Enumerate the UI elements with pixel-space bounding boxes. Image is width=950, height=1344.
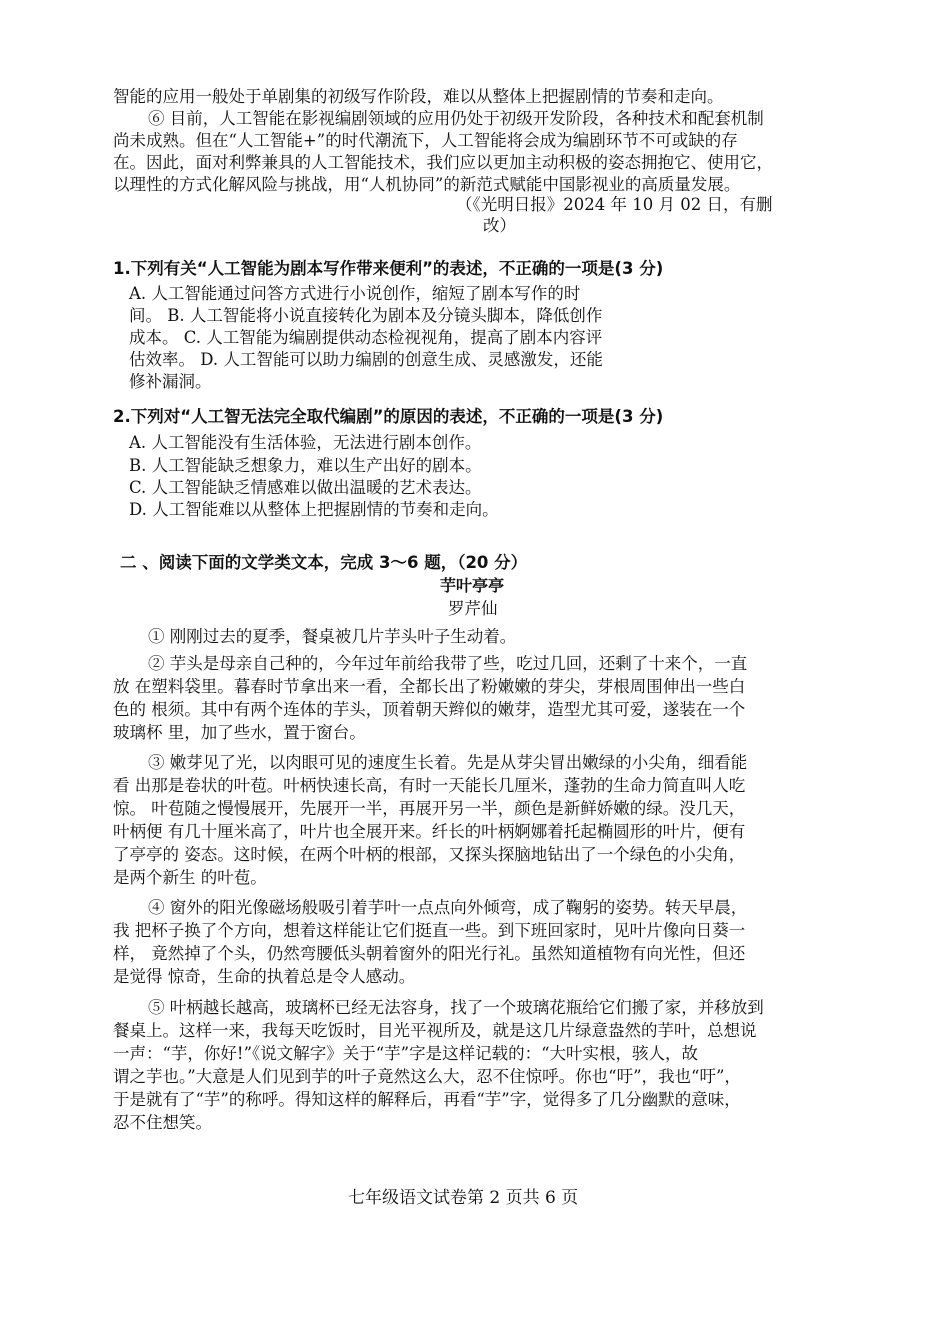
paragraph-line: 了亭亭的 姿态。这时候，在两个叶柄的根部，又探头探脑地钻出了一个绿色的小尖角， — [113, 845, 746, 864]
passage-line: 在。因此，面对利弊兼具的人工智能技术，我们应以更加主动积极的姿态拥抱它、使用它， — [113, 153, 773, 172]
paragraph-line: ① 刚刚过去的夏季，餐桌被几片芋头叶子生动着。 — [148, 627, 517, 646]
question-2-option-a: A. 人工智能没有生活体验，无法进行剧本创作。 — [129, 433, 482, 452]
paragraph-line: 我 把杯子换了个方向，想着这样能让它们挺直一些。到下班回家时，见叶片像向日葵一 — [113, 921, 746, 940]
passage-line: 智能的应用一般处于单剧集的初级写作阶段，难以从整体上把握剧情的节奏和走向。 — [113, 87, 724, 106]
question-1-option-line: 成本。 C. 人工智能为编剧提供动态检视视角，提高了剧本内容评 — [129, 328, 603, 347]
source-citation: （《光明日报》2024 年 10 月 02 日，有删 — [456, 195, 773, 214]
paragraph-line: 叶柄便 有几十厘米高了，叶片也全展开来。纤长的叶柄婀娜着托起椭圆形的叶片，便有 — [113, 822, 746, 841]
section-heading: 二 、阅读下面的文学类文本，完成 3～6 题，（20 分） — [120, 553, 528, 572]
paragraph-line: 是觉得 惊奇，生命的执着总是令人感动。 — [113, 967, 416, 986]
paragraph-line: ④ 窗外的阳光像磁场般吸引着芋叶一点点向外倾弯，成了鞠躬的姿势。转天早晨， — [148, 898, 748, 917]
paragraph-line: 于是就有了“芋”的称呼。得知这样的解释后，再看“芋”字，觉得多了几分幽默的意味， — [113, 1090, 741, 1109]
paragraph-line: 惊。 叶苞随之慢慢展开，先展开一半，再展开另一半，颜色是新鲜娇嫩的绿。没几天， — [113, 799, 746, 818]
paragraph-line: 谓之芋也。”大意是人们见到芋的叶子竟然这么大，忍不住惊呼。你也“吁”，我也“吁”， — [113, 1067, 741, 1086]
paragraph-line: 放 在塑料袋里。暮春时节拿出来一看，全都长出了粉嫩嫩的芽尖，芽根周围伸出一些白 — [113, 677, 746, 696]
passage-line: ⑥ 目前，人工智能在影视编剧领域的应用仍处于初级开发阶段，各种技术和配套机制 — [148, 109, 764, 128]
paragraph-line: 色的 根须。其中有两个连体的芋头，顶着朝天辫似的嫩芽，造型尤其可爱，遂装在一个 — [113, 700, 746, 719]
article-author: 罗芹仙 — [448, 599, 498, 618]
paragraph-line: 忍不住想笑。 — [113, 1113, 212, 1132]
question-1-option-line: 修补漏洞。 — [129, 372, 212, 391]
paragraph-line: 玻璃杯 里，加了些水，置于窗台。 — [113, 723, 366, 742]
question-1-option-line: A. 人工智能通过问答方式进行小说创作，缩短了剧本写作的时 — [129, 284, 581, 303]
question-2-option-d: D. 人工智能难以从整体上把握剧情的节奏和走向。 — [129, 500, 499, 519]
paragraph-line: 是两个新生 的叶苞。 — [113, 868, 267, 887]
question-2-option-c: C. 人工智能缺乏情感难以做出温暖的艺术表达。 — [129, 478, 482, 497]
question-1-stem: 1.下列有关“人工智能为剧本写作带来便利”的表述，不正确的一项是(3 分) — [113, 259, 664, 278]
passage-line: 以理性的方式化解风险与挑战，用“人机协同”的新范式赋能中国影视业的高质量发展。 — [113, 175, 741, 194]
passage-line: 尚未成熟。但在“人工智能+”的时代潮流下，人工智能将会成为编剧环节不可或缺的存 — [113, 131, 738, 150]
question-1-option-line: 估效率。 D. 人工智能可以助力编剧的创意生成、灵感激发，还能 — [129, 350, 603, 369]
paragraph-line: 样， 竟然掉了个头，仍然弯腰低头朝着窗外的阳光行礼。虽然知道植物有向光性，但还 — [113, 944, 746, 963]
question-2-option-b: B. 人工智能缺乏想象力，难以生产出好的剧本。 — [129, 456, 482, 475]
paragraph-line: ③ 嫩芽见了光，以肉眼可见的速度生长着。先是从芽尖冒出嫩绿的小尖角，细看能 — [148, 753, 748, 772]
article-title: 芋叶亭亭 — [440, 576, 505, 595]
paragraph-line: 一声：“芋，你好!”《说文解字》关于“芋”字是这样记载的：“大叶实根，骇人，故 — [113, 1044, 699, 1063]
source-citation-cont: 改） — [483, 216, 516, 235]
paragraph-line: ⑤ 叶柄越长越高，玻璃杯已经无法容身，找了一个玻璃花瓶给它们搬了家，并移放到 — [148, 998, 764, 1017]
paragraph-line: 餐桌上。这样一来，我每天吃饭时，目光平视所及，就是这几片绿意盎然的芋叶，总想说 — [113, 1021, 757, 1040]
question-2-stem: 2.下列对“人工智无法完全取代编剧”的原因的表述，不正确的一项是(3 分) — [113, 407, 664, 426]
question-1-option-line: 间。 B. 人工智能将小说直接转化为剧本及分镜头脚本，降低创作 — [129, 306, 603, 325]
page-footer: 七年级语文试卷第 2 页共 6 页 — [348, 1188, 579, 1208]
paragraph-line: ② 芋头是母亲自己种的，今年过年前给我带了些，吃过几回，还剩了十来个，一直 — [148, 654, 748, 673]
paragraph-line: 看 出那是卷状的叶苞。叶柄快速长高，有时一天能长几厘米，蓬勃的生命力简直叫人吃 — [113, 776, 746, 795]
